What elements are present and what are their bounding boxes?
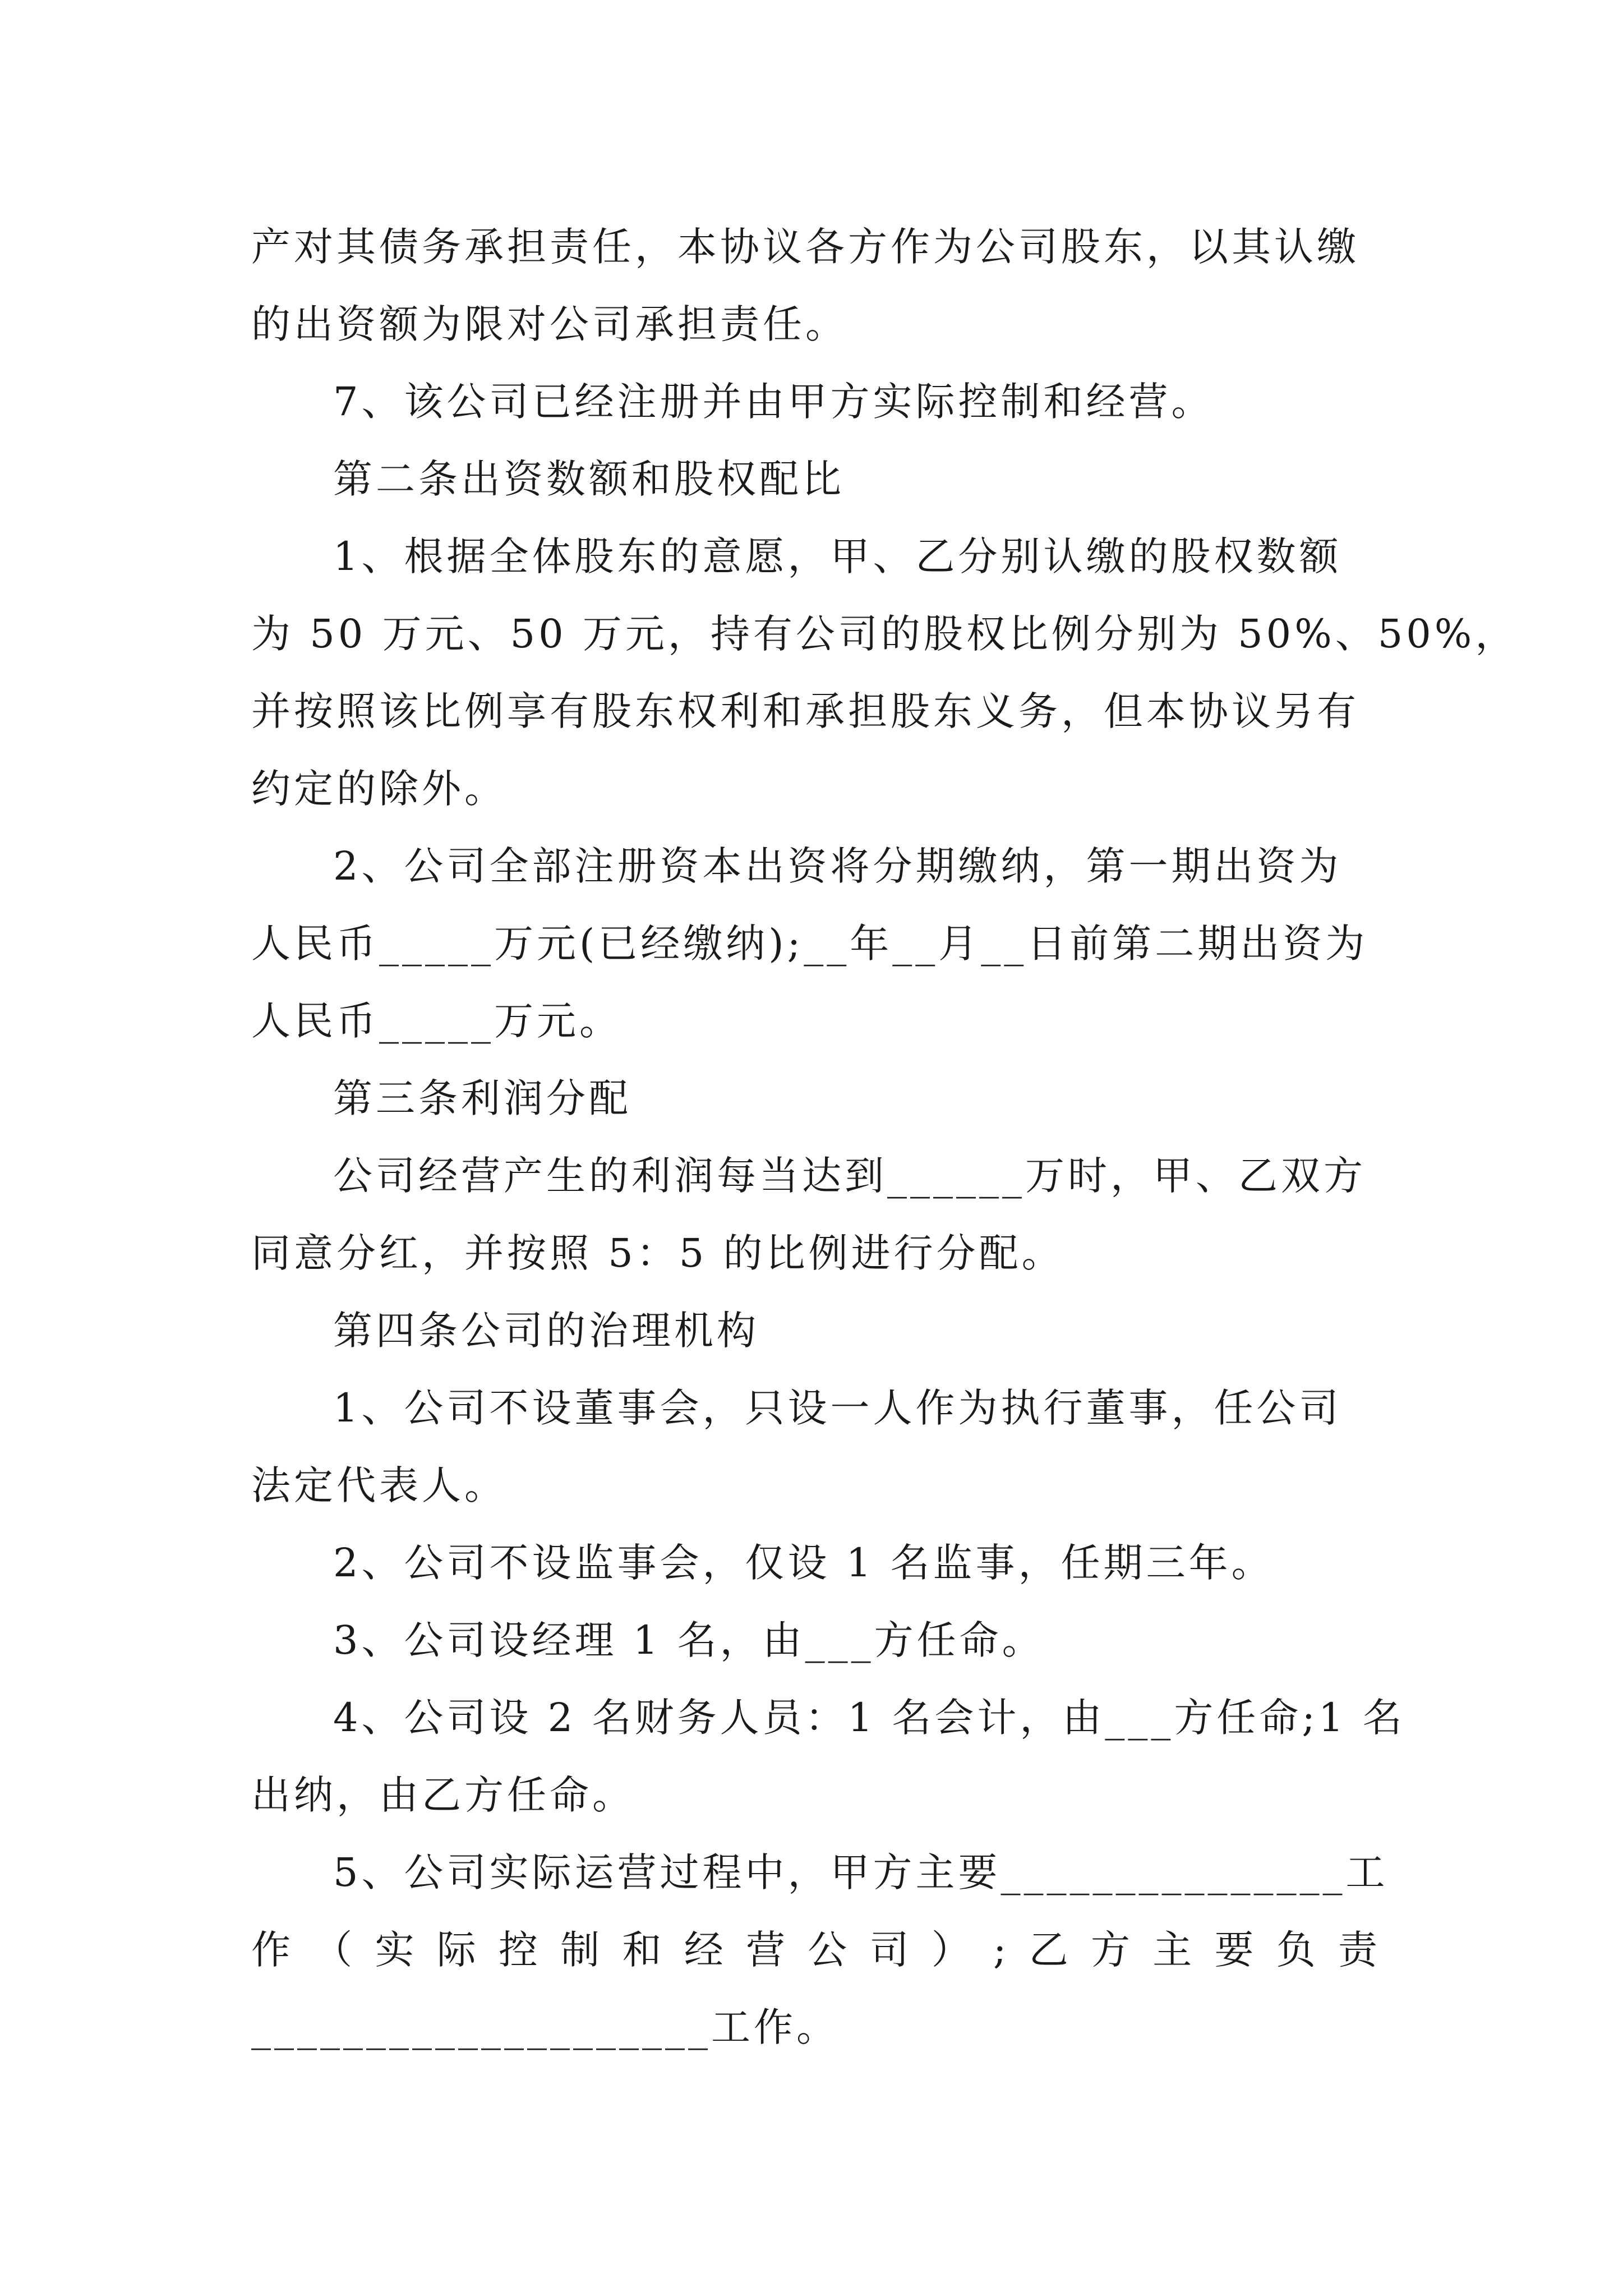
- paragraph-line: 并按照该比例享有股东权利和承担股东义务，但本协议另有: [251, 688, 1359, 734]
- section-heading: 第四条公司的治理机构: [333, 1308, 759, 1354]
- paragraph-line: 人民币_____万元。: [251, 998, 622, 1044]
- section-heading: 第三条利润分配: [333, 1075, 631, 1121]
- paragraph-line: 人民币_____万元(已经缴纳);__年__月__日前第二期出资为: [251, 921, 1368, 967]
- paragraph-line: 1、根据全体股东的意愿，甲、乙分别认缴的股权数额: [333, 533, 1342, 579]
- paragraph-line: 3、公司设经理 1 名，由___方任命。: [333, 1617, 1045, 1663]
- paragraph-line: 约定的除外。: [251, 766, 507, 812]
- paragraph-line: 出纳，由乙方任命。: [251, 1772, 635, 1818]
- paragraph-line: 7、该公司已经注册并由甲方实际控制和经营。: [333, 379, 1214, 425]
- paragraph-line: 4、公司设 2 名财务人员：1 名会计，由___方任命;1 名: [333, 1695, 1405, 1741]
- paragraph-line: 法定代表人。: [251, 1462, 507, 1508]
- section-heading: 第二条出资数额和股权配比: [333, 456, 845, 502]
- paragraph-line: 1、公司不设董事会，只设一人作为执行董事，任公司: [333, 1385, 1342, 1431]
- paragraph-line: ____________________工作。: [251, 2004, 839, 2050]
- paragraph-line: 的出资额为限对公司承担责任。: [251, 301, 848, 347]
- paragraph-line: 2、公司全部注册资本出资将分期缴纳，第一期出资为: [333, 843, 1342, 889]
- paragraph-line: 5、公司实际运营过程中，甲方主要_______________工: [333, 1849, 1389, 1895]
- paragraph-line: 公司经营产生的利润每当达到______万时，甲、乙双方: [333, 1153, 1366, 1199]
- paragraph-line: 2、公司不设监事会，仅设 1 名监事，任期三年。: [333, 1540, 1274, 1586]
- paragraph-line: 为 50 万元、50 万元，持有公司的股权比例分别为 50%、50%，: [251, 611, 1518, 657]
- paragraph-line: 同意分红，并按照 5：5 的比例进行分配。: [251, 1230, 1064, 1276]
- paragraph-line: 作（实际控制和经营公司）;乙方主要负责: [251, 1927, 1377, 1973]
- paragraph-line: 产对其债务承担责任，本协议各方作为公司股东，以其认缴: [251, 224, 1359, 270]
